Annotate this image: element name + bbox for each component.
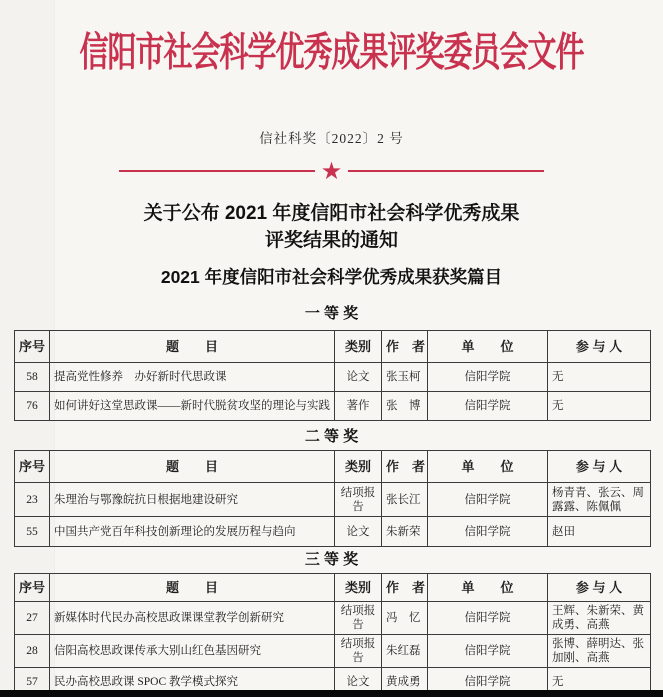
table-row <box>15 363 651 392</box>
cell-unit: 信阳学院 <box>428 602 548 635</box>
cell-author: 朱红磊 <box>382 635 428 668</box>
col-header-category: 类别 <box>335 331 382 363</box>
cell-category: 论文 <box>335 517 382 547</box>
cell-title: 朱理治与鄂豫皖抗日根据地建设研究 <box>50 483 335 517</box>
cell-unit: 信阳学院 <box>428 668 548 696</box>
col-header-serial: 序号 <box>15 451 50 483</box>
col-header-author: 作 者 <box>382 331 428 363</box>
red-divider <box>0 158 663 184</box>
awards-list-title: 2021 年度信阳市社会科学优秀成果获奖篇目 <box>160 267 503 287</box>
cell-serial-number: 57 <box>15 668 50 696</box>
cell-author: 张长江 <box>382 483 428 517</box>
col-header-category: 类别 <box>335 574 382 602</box>
col-header-title: 题 目 <box>50 574 335 602</box>
col-header-serial: 序号 <box>15 331 50 363</box>
table-row <box>15 602 651 635</box>
notice-title-line-2: 评奖结果的通知 <box>264 230 398 251</box>
cell-participants: 王辉、朱新荣、黄成勇、高燕 <box>548 602 651 635</box>
cell-unit: 信阳学院 <box>428 363 548 392</box>
cell-author: 冯 忆 <box>382 602 428 635</box>
table-header-row <box>15 331 651 363</box>
cell-unit: 信阳学院 <box>428 483 548 517</box>
section-heading-second-prize: 二 等 奖 <box>304 428 359 445</box>
table-header-row <box>15 574 651 602</box>
section-heading-third-prize: 三 等 奖 <box>304 551 359 568</box>
col-header-unit: 单 位 <box>428 331 548 363</box>
table-header-row <box>15 451 651 483</box>
notice-title-line-1: 关于公布 2021 年度信阳市社会科学优秀成果 <box>143 203 520 224</box>
cell-serial-number: 28 <box>15 635 50 668</box>
cell-category: 结项报告 <box>335 635 382 668</box>
cell-author: 张 博 <box>382 392 428 421</box>
doc-number: 信社科奖〔2022〕2 号 <box>259 131 404 146</box>
col-header-unit: 单 位 <box>428 574 548 602</box>
col-header-serial: 序号 <box>15 574 50 602</box>
cell-title: 提高党性修养 办好新时代思政课 <box>50 363 335 392</box>
divider-line-left <box>119 170 315 172</box>
cell-title: 民办高校思政课 SPOC 教学模式探究 <box>50 668 335 696</box>
cell-participants: 无 <box>548 668 651 696</box>
table-row <box>15 483 651 517</box>
cell-serial-number: 27 <box>15 602 50 635</box>
cell-category: 结项报告 <box>335 483 382 517</box>
cell-category: 论文 <box>335 363 382 392</box>
table-row <box>15 392 651 421</box>
cell-participants: 杨青青、张云、周露露、陈佩佩 <box>548 483 651 517</box>
col-header-unit: 单 位 <box>428 451 548 483</box>
screenshot-bottom-edge <box>0 690 663 697</box>
cell-unit: 信阳学院 <box>428 392 548 421</box>
cell-title: 中国共产党百年科技创新理论的发展历程与趋向 <box>50 517 335 547</box>
cell-participants: 无 <box>548 363 651 392</box>
awards-table-third-prize <box>14 573 651 696</box>
cell-title: 信阳高校思政课传承大别山红色基因研究 <box>50 635 335 668</box>
cell-serial-number: 76 <box>15 392 50 421</box>
cell-category: 结项报告 <box>335 602 382 635</box>
col-header-participants: 参 与 人 <box>548 451 651 483</box>
cell-category: 论文 <box>335 668 382 696</box>
notice-title <box>0 200 663 254</box>
cell-unit: 信阳学院 <box>428 517 548 547</box>
cell-author: 张玉柯 <box>382 363 428 392</box>
divider-line-right <box>348 170 544 172</box>
section-heading-first-prize: 一 等 奖 <box>304 305 359 322</box>
cell-author: 朱新荣 <box>382 517 428 547</box>
table-row <box>15 635 651 668</box>
awards-table-second-prize <box>14 450 651 547</box>
cell-participants: 赵田 <box>548 517 651 547</box>
cell-title: 如何讲好这堂思政课——新时代脱贫攻坚的理论与实践 <box>50 392 335 421</box>
cell-category: 著作 <box>335 392 382 421</box>
cell-participants: 无 <box>548 392 651 421</box>
cell-author: 黄成勇 <box>382 668 428 696</box>
table-row <box>15 517 651 547</box>
star-icon: ★ <box>320 157 343 185</box>
col-header-title: 题 目 <box>50 451 335 483</box>
cell-serial-number: 58 <box>15 363 50 392</box>
cell-unit: 信阳学院 <box>428 635 548 668</box>
document-header-banner: 信阳市社会科学优秀成果评奖委员会文件 <box>79 30 584 76</box>
col-header-participants: 参 与 人 <box>548 574 651 602</box>
col-header-author: 作 者 <box>382 451 428 483</box>
awards-table-first-prize <box>14 330 651 421</box>
col-header-category: 类别 <box>335 451 382 483</box>
cell-participants: 张博、薛明达、张加刚、高燕 <box>548 635 651 668</box>
col-header-title: 题 目 <box>50 331 335 363</box>
cell-serial-number: 55 <box>15 517 50 547</box>
cell-serial-number: 23 <box>15 483 50 517</box>
col-header-author: 作 者 <box>382 574 428 602</box>
cell-title: 新媒体时代民办高校思政课课堂教学创新研究 <box>50 602 335 635</box>
col-header-participants: 参 与 人 <box>548 331 651 363</box>
